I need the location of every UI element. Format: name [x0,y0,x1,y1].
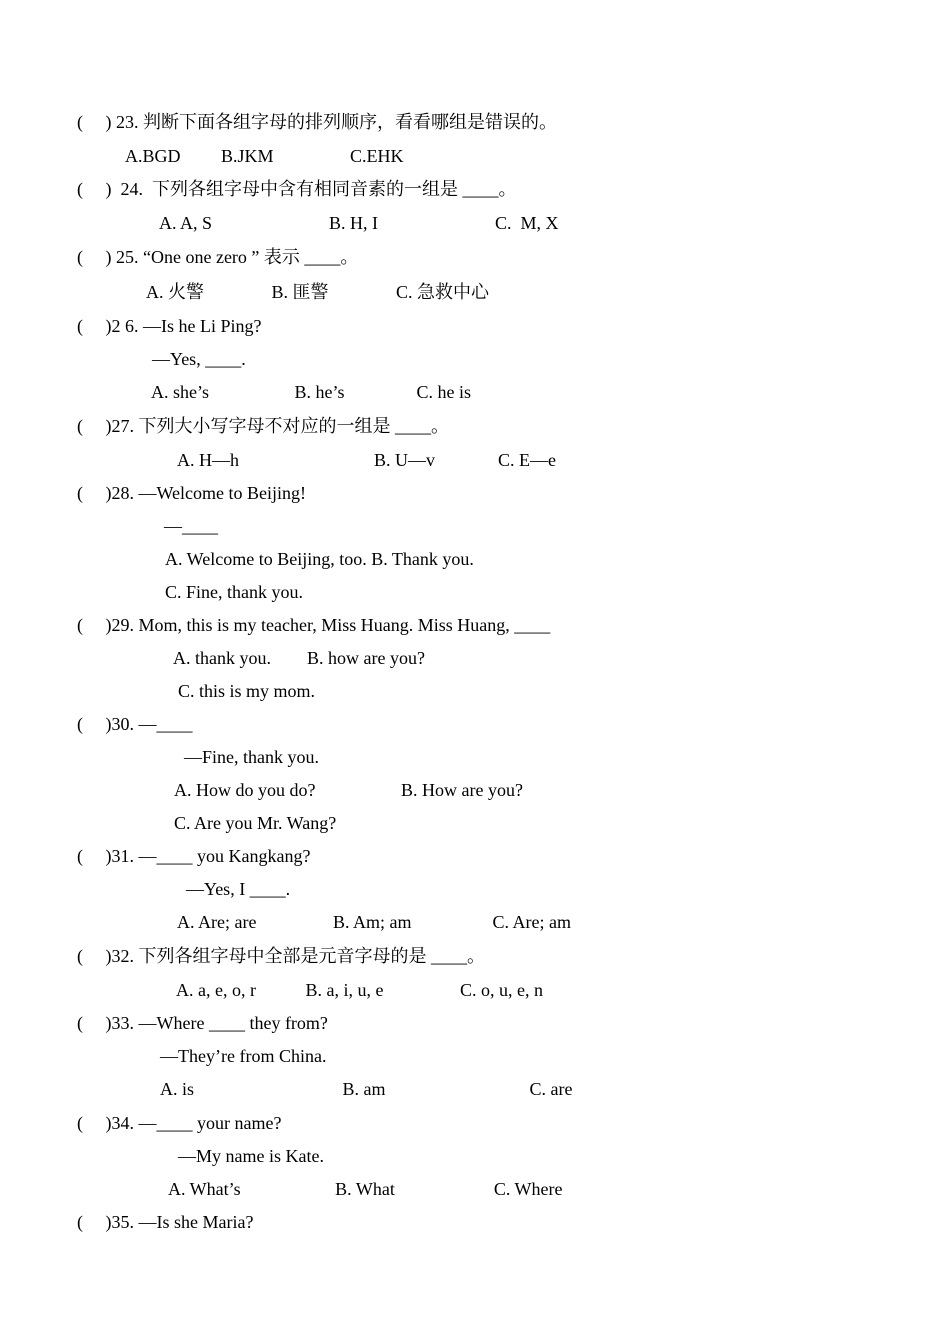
question-23-options: A.BGD B.JKM C.EHK [125,146,404,166]
question-26-answer: —Yes, ____. [152,349,246,369]
question-33: ( )33. —Where ____ they from? [77,1013,328,1033]
question-27: ( )27. 下列大小写字母不对应的一组是 ____。 [77,416,449,436]
question-34-options: A. What’s B. What C. Where [168,1179,563,1199]
question-30: ( )30. —____ [77,714,193,734]
question-24: ( ) 24. 下列各组字母中含有相同音素的一组是 ____。 [77,179,517,199]
question-32: ( )32. 下列各组字母中全部是元音字母的是 ____。 [77,946,485,966]
question-26-options: A. she’s B. he’s C. he is [151,382,472,402]
question-33-options: A. is B. am C. are [160,1079,573,1099]
question-31-options: A. Are; are B. Am; am C. Are; am [177,912,571,932]
question-30-options-ab: A. How do you do? B. How are you? [174,780,523,800]
question-27-options: A. H—h B. U—v C. E—e [177,450,556,470]
question-25: ( ) 25. “One one zero ” 表示 ____。 [77,247,359,267]
question-35: ( )35. —Is she Maria? [77,1212,254,1232]
question-26: ( )2 6. —Is he Li Ping? [77,316,262,336]
question-30-answer: —Fine, thank you. [184,747,319,767]
question-29: ( )29. Mom, this is my teacher, Miss Huang. Miss Huang, ____ [77,615,551,635]
question-23: ( ) 23. 判断下面各组字母的排列顺序，看看哪组是错误的。 [77,112,557,132]
question-28-answer: —____ [164,516,218,536]
question-28: ( )28. —Welcome to Beijing! [77,483,306,503]
question-29-options-ab: A. thank you. B. how are you? [173,648,425,668]
question-29-options-c: C. this is my mom. [178,681,316,701]
question-24-options: A. A, S B. H, I C. M, X [159,213,559,233]
question-32-options: A. a, e, o, r B. a, i, u, e C. o, u, e, n [176,980,543,1000]
question-34: ( )34. —____ your name? [77,1113,282,1133]
question-31-answer: —Yes, I ____. [186,879,291,899]
question-25-options: A. 火警 B. 匪警 C. 急救中心 [146,282,490,302]
question-31: ( )31. —____ you Kangkang? [77,846,311,866]
question-28-options-c: C. Fine, thank you. [165,582,303,602]
question-33-answer: —They’re from China. [160,1046,327,1066]
question-34-answer: —My name is Kate. [178,1146,324,1166]
question-30-options-c: C. Are you Mr. Wang? [174,813,337,833]
question-28-options-ab: A. Welcome to Beijing, too. B. Thank you. [165,549,474,569]
